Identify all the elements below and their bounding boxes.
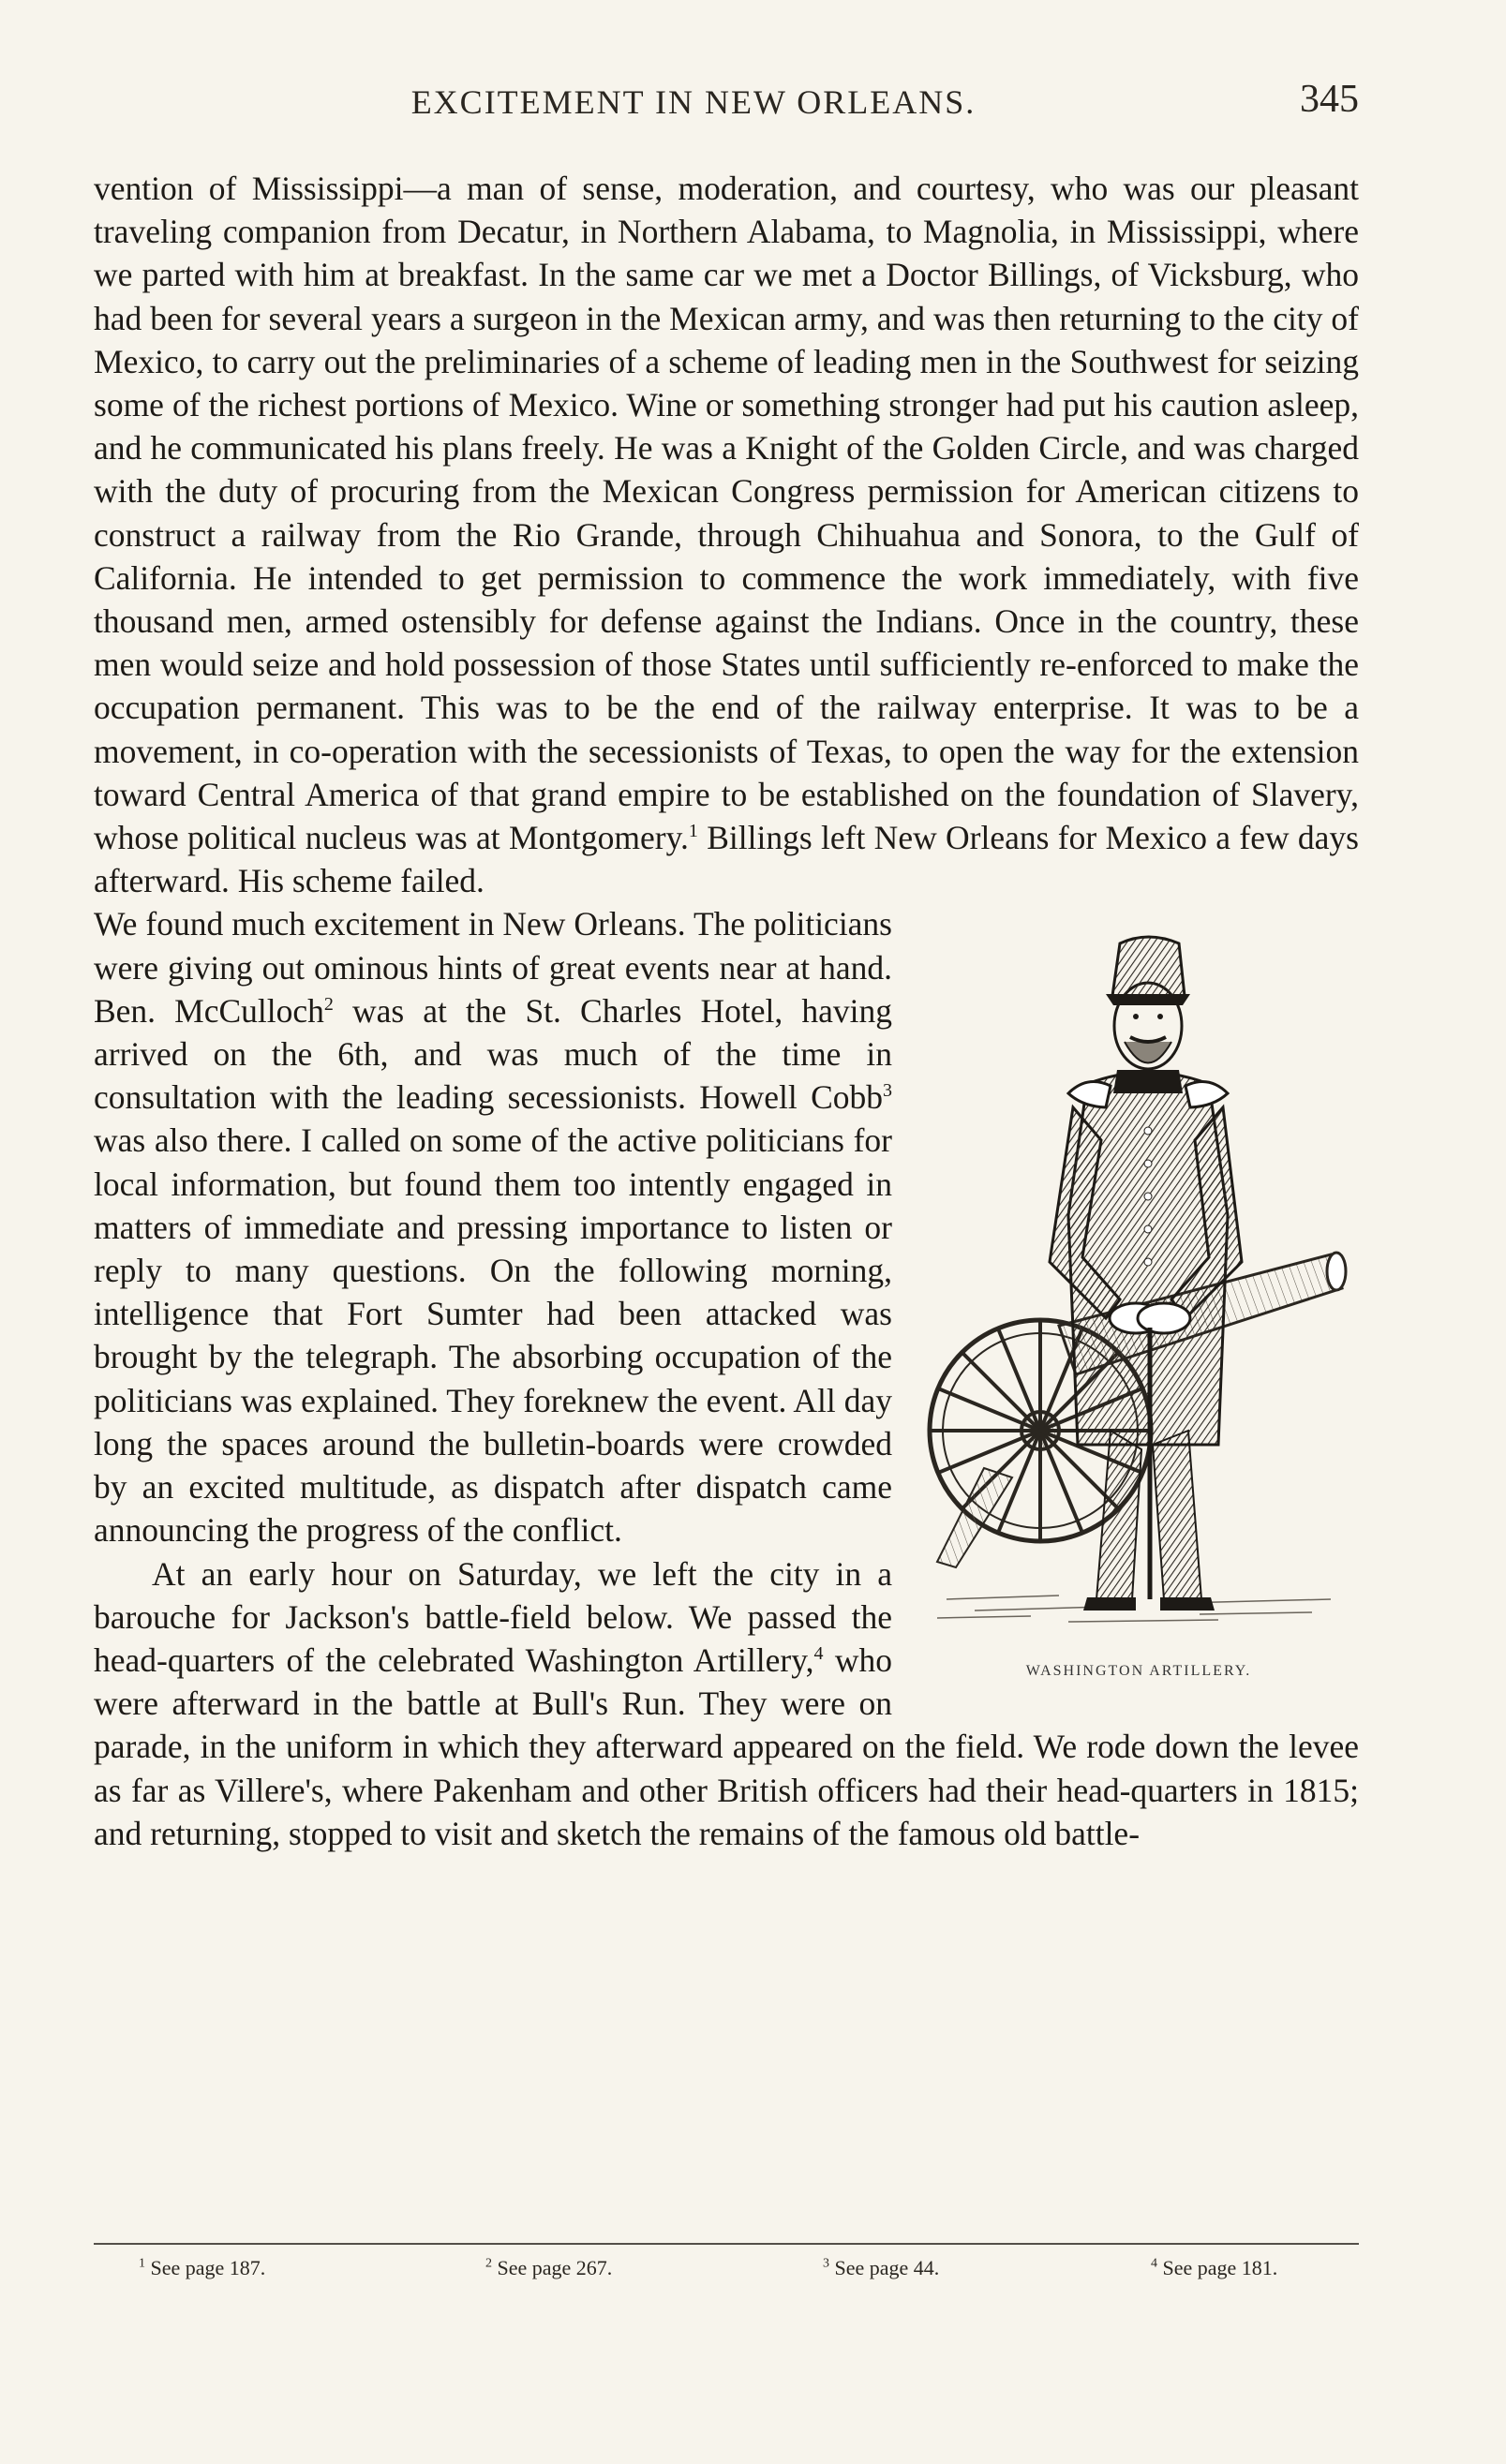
page-number: 345 [1300,78,1359,121]
paragraph-1 [94,167,1359,902]
running-title: EXCITEMENT IN NEW ORLEANS. [410,83,977,121]
footnote-1-mark: 1 [139,2256,145,2271]
footnote-ref-1: 1 [688,821,698,842]
footnote-ref-3: 3 [883,1080,892,1102]
paragraph-1-end: Billings left New Orleans for Mexico a few days afterward. His scheme failed. [94,819,1359,900]
body-text [94,167,1359,1855]
paragraph-3-text-a: At an early hour on Saturday, we left the city in a barouche for Jackson's battle-field below. We passed the head-quarters of the celebrated Washington Artillery, [94,1554,892,1679]
footnote-1-text: See page 187. [145,2256,266,2279]
footnote-4 [1151,2256,1277,2280]
footnote-4-text: See page 181. [1157,2256,1278,2279]
paragraph-2-text-a: We found much excitement in New Orleans. The politicians were giving out ominous hints of great events near at hand. Ben. McCulloch [94,905,892,1030]
paragraph-3-text-b: who were afterward in the battle at Bull's Run. They were on parade, in the uniform in which they afterward appeared on the field. We rode down the levee as far as Villere's, where Pakenham and other British officers had their head-quarters in 1815; and returning, stopped to visit and sketch the remains of the famous old battle- [94,1640,1359,1852]
footnote-3-text: See page 44. [829,2256,940,2279]
paragraph-2-text-b: was at the St. Charles Hotel, having arrived on the 6th, and was much of the time in consultation with the leading secessionists. Howell Cobb [94,991,892,1117]
footnote-rule [94,2243,1359,2245]
footnote-2-text: See page 267. [492,2256,613,2279]
footnote-2 [485,2256,612,2280]
footnote-1 [139,2256,265,2280]
footnote-ref-4: 4 [813,1643,824,1665]
footnote-3-mark: 3 [823,2256,829,2271]
footnote-ref-2: 2 [323,994,334,1016]
paragraph-2-text-c: was also there. I called on some of the active politicians for local information, but found them too intently engaged in matters of immediate and pressing importance to listen or reply to many questions. On the following morning, intelligence that Fort Sumter had been attacked was brought by the telegraph. The absorbing occupation of the politicians was explained. They foreknew the event. All day long the spaces around the bulletin-boards were crowded by an excited multitude, as dispatch after dispatch came announcing the progress of the conflict. [94,1121,892,1550]
footnotes [139,2256,1357,2293]
footnote-2-mark: 2 [485,2256,492,2271]
figure-caption: WASHINGTON ARTILLERY. [1025,1663,1252,1680]
washington-artillery-engraving [918,906,1359,1646]
paragraph-1-text: vention of Mississippi—a man of sense, moderation, and courtesy, who was our pleasant traveling companion from Decatur, in Northern Alabama, to Magnolia, in Mississippi, where we parted with him at breakfast. In the same car we met a Doctor Billings, of Vicksburg, who had been for several years a surgeon in the Mexican army, and was then returning to the city of Mexico, to carry out the preliminaries of a scheme of leading men in the Southwest for seizing some of the richest portions of Mexico. Wine or something stronger had put his caution asleep, and he communicated his plans freely. He was a Knight of the Golden Circle, and was charged with the duty of procuring from the Mexican Congress permission for American citizens to construct a railway from the Rio Grande, through Chihuahua and Sonora, to the Gulf of California. He intended to get permission to commence the work immediately, with five thousand men, armed ostensibly for defense against the Indians. Once in the country, these men would seize and hold possession of those States until sufficiently re-enforced to make the occupation permanent. This was to be the end of the railway enterprise. It was to be a movement, in co-operation with the secessionists of Texas, to open the way for the extension toward Central America of that grand empire to be established on the foundation of Slavery, whose political nucleus was at Montgomery. [94,170,1359,857]
footnote-4-mark: 4 [1151,2256,1157,2271]
footnote-3 [823,2256,939,2280]
figure-washington-artillery [918,906,1359,1693]
running-head [94,78,1359,131]
